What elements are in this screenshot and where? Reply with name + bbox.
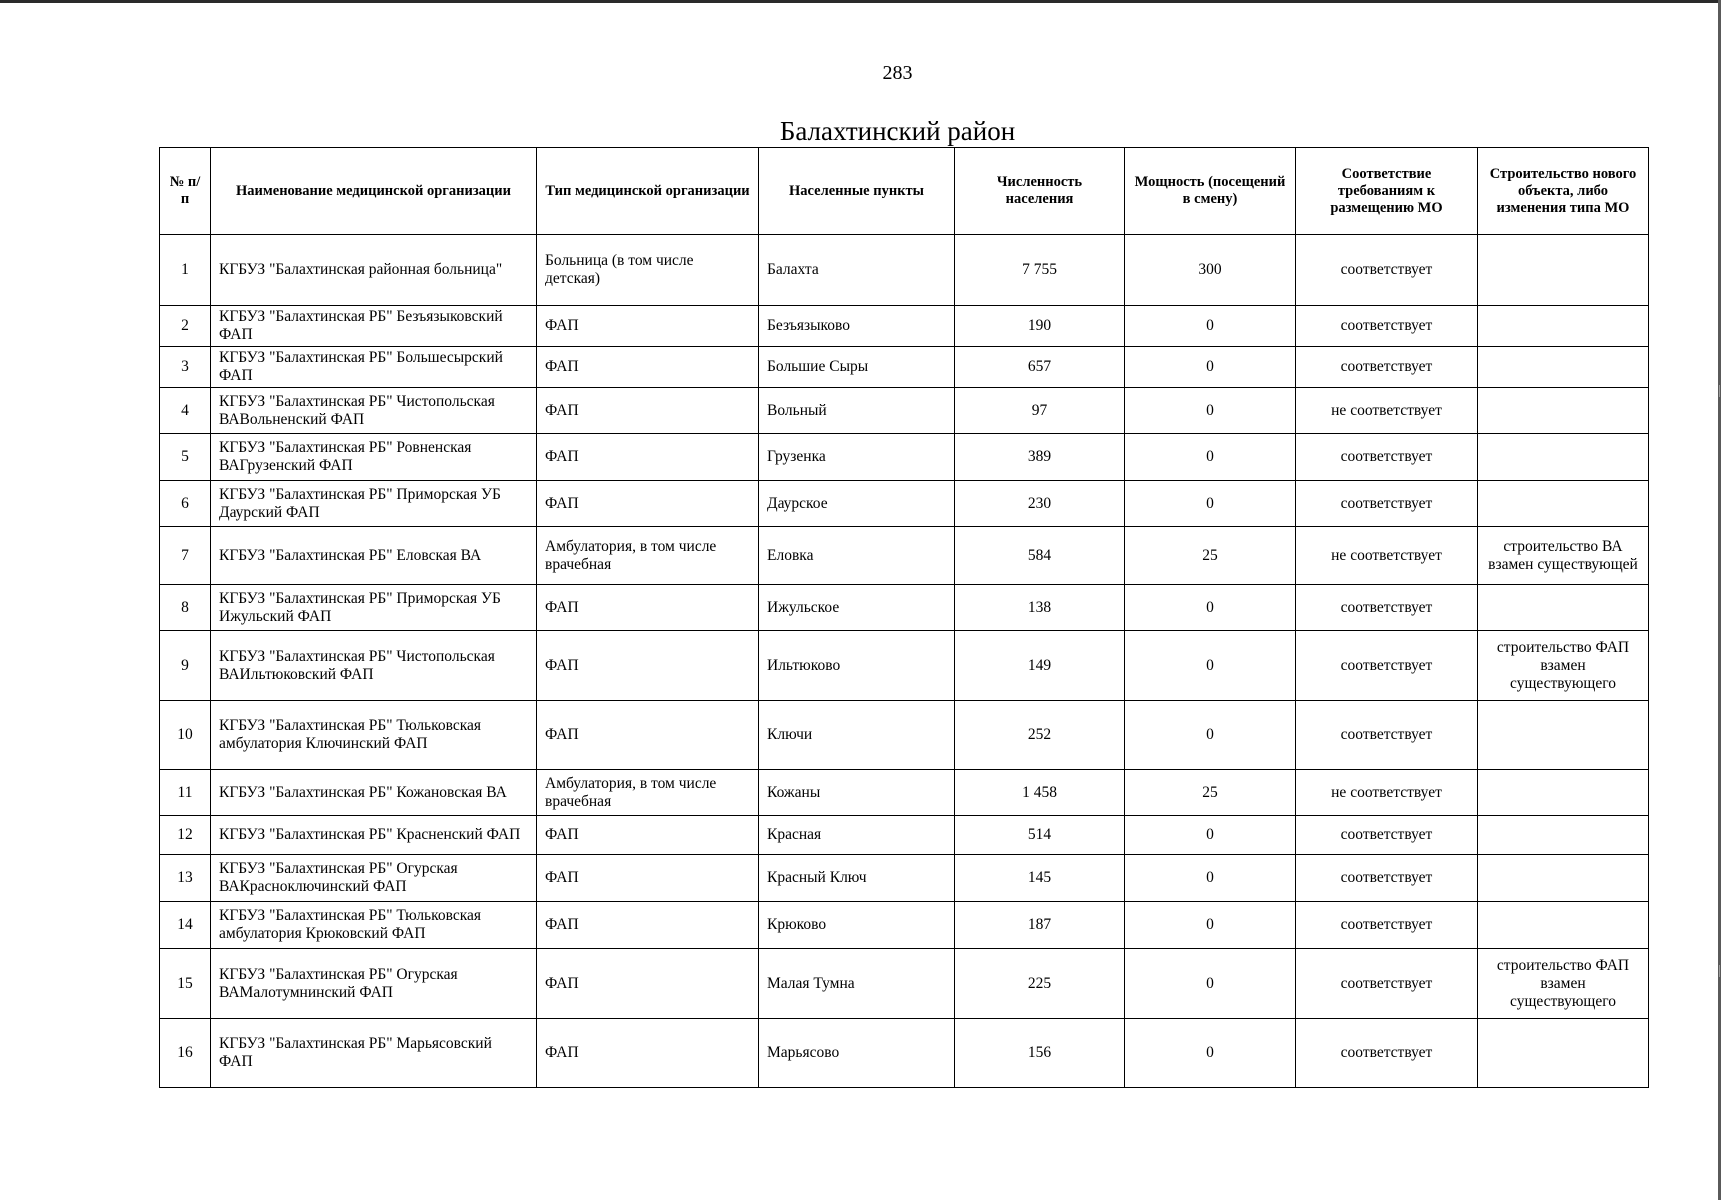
cell-organization-type: ФАП (537, 631, 759, 701)
cell-construction (1478, 902, 1649, 949)
cell-settlement: Красный Ключ (759, 855, 955, 902)
cell-population: 149 (955, 631, 1125, 701)
cell-organization-type: ФАП (537, 388, 759, 434)
cell-compliance: соответствует (1296, 902, 1478, 949)
header-population: Численность населения (955, 148, 1125, 235)
header-construction: Строительство нового объекта, либо изменения типа МО (1478, 148, 1649, 235)
header-capacity: Мощность (посещений в смену) (1125, 148, 1296, 235)
cell-capacity: 0 (1125, 902, 1296, 949)
table-row (160, 306, 1649, 347)
cell-organization-name: КГБУЗ "Балахтинская РБ" Красненский ФАП (211, 816, 537, 855)
cell-number: 10 (160, 701, 211, 770)
table-header-row (160, 148, 1649, 235)
cell-organization-type: ФАП (537, 434, 759, 481)
cell-compliance: соответствует (1296, 347, 1478, 388)
cell-population: 190 (955, 306, 1125, 347)
cell-construction (1478, 388, 1649, 434)
cell-construction: строительство ФАП взамен существующего (1478, 949, 1649, 1019)
cell-organization-type: ФАП (537, 1019, 759, 1088)
table-row (160, 1019, 1649, 1088)
header-organization-type: Тип медицинской организации (537, 148, 759, 235)
cell-organization-name: КГБУЗ "Балахтинская районная больница" (211, 235, 537, 306)
cell-population: 156 (955, 1019, 1125, 1088)
table-row (160, 434, 1649, 481)
cell-compliance: соответствует (1296, 235, 1478, 306)
cell-construction (1478, 855, 1649, 902)
cell-capacity: 25 (1125, 770, 1296, 816)
cell-compliance: соответствует (1296, 701, 1478, 770)
header-organization-name: Наименование медицинской организации (211, 148, 537, 235)
table-row (160, 816, 1649, 855)
cell-capacity: 0 (1125, 481, 1296, 527)
table-row (160, 347, 1649, 388)
cell-organization-type: ФАП (537, 347, 759, 388)
page-title: Балахтинский район (779, 116, 1016, 146)
cell-organization-type: ФАП (537, 306, 759, 347)
cell-compliance: соответствует (1296, 631, 1478, 701)
cell-settlement: Большие Сыры (759, 347, 955, 388)
cell-construction (1478, 770, 1649, 816)
cell-compliance: соответствует (1296, 816, 1478, 855)
cell-construction: строительство ФАП взамен существующего (1478, 631, 1649, 701)
cell-construction (1478, 306, 1649, 347)
cell-settlement: Безъязыково (759, 306, 955, 347)
table-row (160, 902, 1649, 949)
cell-number: 4 (160, 388, 211, 434)
table-row (160, 388, 1649, 434)
cell-compliance: соответствует (1296, 949, 1478, 1019)
cell-population: 252 (955, 701, 1125, 770)
cell-organization-type: ФАП (537, 585, 759, 631)
cell-organization-name: КГБУЗ "Балахтинская РБ" Чистопольская ВАВольненский ФАП (211, 388, 537, 434)
cell-number: 13 (160, 855, 211, 902)
table-row (160, 585, 1649, 631)
cell-capacity: 0 (1125, 701, 1296, 770)
cell-number: 14 (160, 902, 211, 949)
cell-organization-type: ФАП (537, 701, 759, 770)
scan-edge-top (0, 0, 1721, 3)
cell-organization-name: КГБУЗ "Балахтинская РБ" Безъязыковский ФАП (211, 306, 537, 347)
cell-compliance: соответствует (1296, 434, 1478, 481)
cell-settlement: Ильтюково (759, 631, 955, 701)
cell-population: 514 (955, 816, 1125, 855)
cell-organization-name: КГБУЗ "Балахтинская РБ" Чистопольская ВАИльтюковский ФАП (211, 631, 537, 701)
table-row (160, 631, 1649, 701)
cell-organization-type: ФАП (537, 816, 759, 855)
cell-number: 11 (160, 770, 211, 816)
cell-number: 2 (160, 306, 211, 347)
cell-capacity: 0 (1125, 816, 1296, 855)
header-settlements: Населенные пункты (759, 148, 955, 235)
cell-organization-type: ФАП (537, 855, 759, 902)
cell-population: 225 (955, 949, 1125, 1019)
cell-compliance: соответствует (1296, 306, 1478, 347)
cell-population: 657 (955, 347, 1125, 388)
cell-organization-type: Больница (в том числе детская) (537, 235, 759, 306)
cell-organization-name: КГБУЗ "Балахтинская РБ" Тюльковская амбулатория Ключинский ФАП (211, 701, 537, 770)
cell-settlement: Марьясово (759, 1019, 955, 1088)
cell-capacity: 0 (1125, 1019, 1296, 1088)
cell-organization-type: ФАП (537, 481, 759, 527)
cell-capacity: 0 (1125, 434, 1296, 481)
cell-capacity: 0 (1125, 388, 1296, 434)
cell-capacity: 0 (1125, 585, 1296, 631)
cell-number: 9 (160, 631, 211, 701)
cell-organization-name: КГБУЗ "Балахтинская РБ" Ровненская ВАГрузенский ФАП (211, 434, 537, 481)
cell-construction: строительство ВА взамен существующей (1478, 527, 1649, 585)
header-number: № п/п (160, 148, 211, 235)
cell-population: 230 (955, 481, 1125, 527)
cell-capacity: 0 (1125, 347, 1296, 388)
table-row (160, 855, 1649, 902)
table-row (160, 527, 1649, 585)
cell-compliance: соответствует (1296, 585, 1478, 631)
cell-settlement: Крюково (759, 902, 955, 949)
cell-capacity: 25 (1125, 527, 1296, 585)
cell-construction (1478, 434, 1649, 481)
cell-compliance: не соответствует (1296, 388, 1478, 434)
cell-settlement: Грузенка (759, 434, 955, 481)
cell-population: 187 (955, 902, 1125, 949)
cell-number: 6 (160, 481, 211, 527)
table-row (160, 235, 1649, 306)
cell-population: 1 458 (955, 770, 1125, 816)
cell-population: 389 (955, 434, 1125, 481)
cell-population: 7 755 (955, 235, 1125, 306)
facilities-table (159, 147, 1649, 1088)
cell-organization-name: КГБУЗ "Балахтинская РБ" Тюльковская амбулатория Крюковский ФАП (211, 902, 537, 949)
table-row (160, 481, 1649, 527)
cell-capacity: 0 (1125, 631, 1296, 701)
cell-organization-name: КГБУЗ "Балахтинская РБ" Марьясовский ФАП (211, 1019, 537, 1088)
cell-compliance: соответствует (1296, 481, 1478, 527)
cell-organization-name: КГБУЗ "Балахтинская РБ" Огурская ВАКрасноключинский ФАП (211, 855, 537, 902)
cell-settlement: Малая Тумна (759, 949, 955, 1019)
cell-capacity: 0 (1125, 306, 1296, 347)
table-row (160, 770, 1649, 816)
cell-number: 15 (160, 949, 211, 1019)
cell-settlement: Вольный (759, 388, 955, 434)
cell-number: 3 (160, 347, 211, 388)
cell-settlement: Еловка (759, 527, 955, 585)
cell-construction (1478, 481, 1649, 527)
cell-construction (1478, 235, 1649, 306)
cell-settlement: Красная (759, 816, 955, 855)
cell-compliance: не соответствует (1296, 527, 1478, 585)
cell-organization-type: Амбулатория, в том числе врачебная (537, 770, 759, 816)
cell-construction (1478, 585, 1649, 631)
cell-construction (1478, 701, 1649, 770)
cell-number: 16 (160, 1019, 211, 1088)
cell-organization-name: КГБУЗ "Балахтинская РБ" Большесырский ФАП (211, 347, 537, 388)
cell-compliance: не соответствует (1296, 770, 1478, 816)
cell-organization-name: КГБУЗ "Балахтинская РБ" Огурская ВАМалотумнинский ФАП (211, 949, 537, 1019)
cell-organization-name: КГБУЗ "Балахтинская РБ" Еловская ВА (211, 527, 537, 585)
cell-capacity: 0 (1125, 949, 1296, 1019)
cell-population: 584 (955, 527, 1125, 585)
cell-settlement: Кожаны (759, 770, 955, 816)
cell-number: 8 (160, 585, 211, 631)
cell-capacity: 300 (1125, 235, 1296, 306)
cell-population: 138 (955, 585, 1125, 631)
cell-settlement: Даурское (759, 481, 955, 527)
cell-number: 7 (160, 527, 211, 585)
cell-compliance: соответствует (1296, 855, 1478, 902)
cell-number: 12 (160, 816, 211, 855)
cell-construction (1478, 347, 1649, 388)
cell-population: 97 (955, 388, 1125, 434)
cell-settlement: Балахта (759, 235, 955, 306)
table-row (160, 701, 1649, 770)
cell-organization-type: ФАП (537, 949, 759, 1019)
cell-construction (1478, 1019, 1649, 1088)
scan-mark (1719, 965, 1720, 977)
cell-number: 5 (160, 434, 211, 481)
cell-population: 145 (955, 855, 1125, 902)
cell-settlement: Ключи (759, 701, 955, 770)
page-number: 283 (882, 62, 913, 84)
cell-organization-name: КГБУЗ "Балахтинская РБ" Приморская УБ Ижульский ФАП (211, 585, 537, 631)
cell-number: 1 (160, 235, 211, 306)
scan-mark (1719, 385, 1720, 397)
cell-compliance: соответствует (1296, 1019, 1478, 1088)
cell-construction (1478, 816, 1649, 855)
cell-organization-type: ФАП (537, 902, 759, 949)
cell-organization-name: КГБУЗ "Балахтинская РБ" Кожановская ВА (211, 770, 537, 816)
table-row (160, 949, 1649, 1019)
cell-organization-type: Амбулатория, в том числе врачебная (537, 527, 759, 585)
cell-settlement: Ижульское (759, 585, 955, 631)
cell-organization-name: КГБУЗ "Балахтинская РБ" Приморская УБ Даурский ФАП (211, 481, 537, 527)
cell-capacity: 0 (1125, 855, 1296, 902)
header-compliance: Соответствие требованиям к размещению МО (1296, 148, 1478, 235)
